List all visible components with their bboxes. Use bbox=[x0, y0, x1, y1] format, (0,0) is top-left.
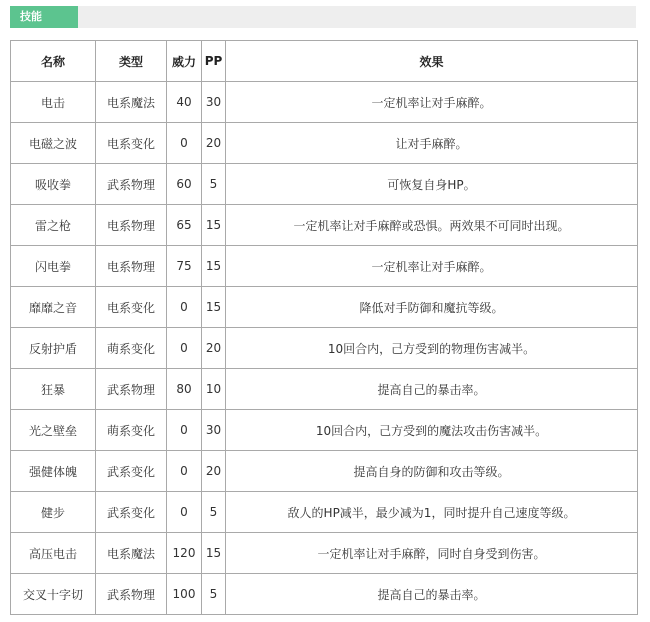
cell-effect: 一定机率让对手麻醉，同时自身受到伤害。 bbox=[226, 533, 638, 574]
table-row bbox=[11, 246, 638, 287]
cell-name: 狂暴 bbox=[11, 369, 96, 410]
cell-power: 120 bbox=[167, 533, 202, 574]
cell-effect: 提高自己的暴击率。 bbox=[226, 574, 638, 615]
table-row bbox=[11, 492, 638, 533]
cell-type: 武系物理 bbox=[96, 369, 167, 410]
cell-type: 武系物理 bbox=[96, 164, 167, 205]
cell-effect: 提高自己的暴击率。 bbox=[226, 369, 638, 410]
cell-type: 电系变化 bbox=[96, 287, 167, 328]
cell-type: 电系变化 bbox=[96, 123, 167, 164]
cell-effect: 一定机率让对手麻醉。 bbox=[226, 246, 638, 287]
cell-power: 100 bbox=[167, 574, 202, 615]
column-header-type: 类型 bbox=[96, 41, 167, 82]
cell-type: 电系物理 bbox=[96, 246, 167, 287]
cell-type: 萌系变化 bbox=[96, 410, 167, 451]
cell-pp: 5 bbox=[202, 574, 226, 615]
cell-name: 电击 bbox=[11, 82, 96, 123]
table-row bbox=[11, 574, 638, 615]
cell-pp: 15 bbox=[202, 533, 226, 574]
cell-pp: 20 bbox=[202, 451, 226, 492]
table-row bbox=[11, 164, 638, 205]
section-title-tab: 技能 bbox=[10, 6, 78, 28]
cell-power: 0 bbox=[167, 328, 202, 369]
column-header-pp: PP bbox=[202, 41, 226, 82]
cell-pp: 20 bbox=[202, 123, 226, 164]
cell-name: 反射护盾 bbox=[11, 328, 96, 369]
cell-power: 65 bbox=[167, 205, 202, 246]
cell-power: 0 bbox=[167, 410, 202, 451]
cell-name: 靡靡之音 bbox=[11, 287, 96, 328]
table-row bbox=[11, 533, 638, 574]
column-header-power: 威力 bbox=[167, 41, 202, 82]
cell-type: 电系魔法 bbox=[96, 82, 167, 123]
column-header-name: 名称 bbox=[11, 41, 96, 82]
cell-type: 萌系变化 bbox=[96, 328, 167, 369]
table-row bbox=[11, 287, 638, 328]
table-row bbox=[11, 123, 638, 164]
cell-pp: 30 bbox=[202, 82, 226, 123]
cell-power: 75 bbox=[167, 246, 202, 287]
table-row bbox=[11, 328, 638, 369]
cell-effect: 10回合内，己方受到的物理伤害减半。 bbox=[226, 328, 638, 369]
table-row bbox=[11, 205, 638, 246]
cell-effect: 降低对手防御和魔抗等级。 bbox=[226, 287, 638, 328]
cell-name: 高压电击 bbox=[11, 533, 96, 574]
skills-table bbox=[10, 40, 638, 615]
cell-name: 健步 bbox=[11, 492, 96, 533]
cell-effect: 一定机率让对手麻醉。 bbox=[226, 82, 638, 123]
cell-pp: 15 bbox=[202, 287, 226, 328]
cell-effect: 可恢复自身HP。 bbox=[226, 164, 638, 205]
cell-type: 武系物理 bbox=[96, 574, 167, 615]
cell-name: 电磁之波 bbox=[11, 123, 96, 164]
cell-pp: 20 bbox=[202, 328, 226, 369]
table-header-row bbox=[11, 41, 638, 82]
skills-table-body bbox=[11, 82, 638, 615]
cell-name: 雷之枪 bbox=[11, 205, 96, 246]
table-row bbox=[11, 451, 638, 492]
cell-type: 武系变化 bbox=[96, 451, 167, 492]
cell-pp: 15 bbox=[202, 205, 226, 246]
cell-pp: 5 bbox=[202, 164, 226, 205]
cell-pp: 15 bbox=[202, 246, 226, 287]
table-row bbox=[11, 369, 638, 410]
cell-power: 0 bbox=[167, 492, 202, 533]
cell-type: 电系魔法 bbox=[96, 533, 167, 574]
column-header-effect: 效果 bbox=[226, 41, 638, 82]
cell-effect: 让对手麻醉。 bbox=[226, 123, 638, 164]
section-header-bar bbox=[10, 6, 636, 28]
cell-name: 吸收拳 bbox=[11, 164, 96, 205]
cell-type: 武系变化 bbox=[96, 492, 167, 533]
cell-power: 0 bbox=[167, 123, 202, 164]
cell-pp: 5 bbox=[202, 492, 226, 533]
cell-power: 0 bbox=[167, 451, 202, 492]
cell-effect: 提高自身的防御和攻击等级。 bbox=[226, 451, 638, 492]
cell-type: 电系物理 bbox=[96, 205, 167, 246]
cell-effect: 敌人的HP减半，最少减为1，同时提升自己速度等级。 bbox=[226, 492, 638, 533]
cell-power: 60 bbox=[167, 164, 202, 205]
cell-name: 交叉十字切 bbox=[11, 574, 96, 615]
cell-power: 80 bbox=[167, 369, 202, 410]
table-row bbox=[11, 410, 638, 451]
cell-name: 光之壁垒 bbox=[11, 410, 96, 451]
cell-effect: 一定机率让对手麻醉或恐惧。两效果不可同时出现。 bbox=[226, 205, 638, 246]
cell-name: 闪电拳 bbox=[11, 246, 96, 287]
cell-effect: 10回合内，己方受到的魔法攻击伤害减半。 bbox=[226, 410, 638, 451]
cell-power: 40 bbox=[167, 82, 202, 123]
cell-name: 强健体魄 bbox=[11, 451, 96, 492]
cell-power: 0 bbox=[167, 287, 202, 328]
cell-pp: 30 bbox=[202, 410, 226, 451]
cell-pp: 10 bbox=[202, 369, 226, 410]
table-row bbox=[11, 82, 638, 123]
